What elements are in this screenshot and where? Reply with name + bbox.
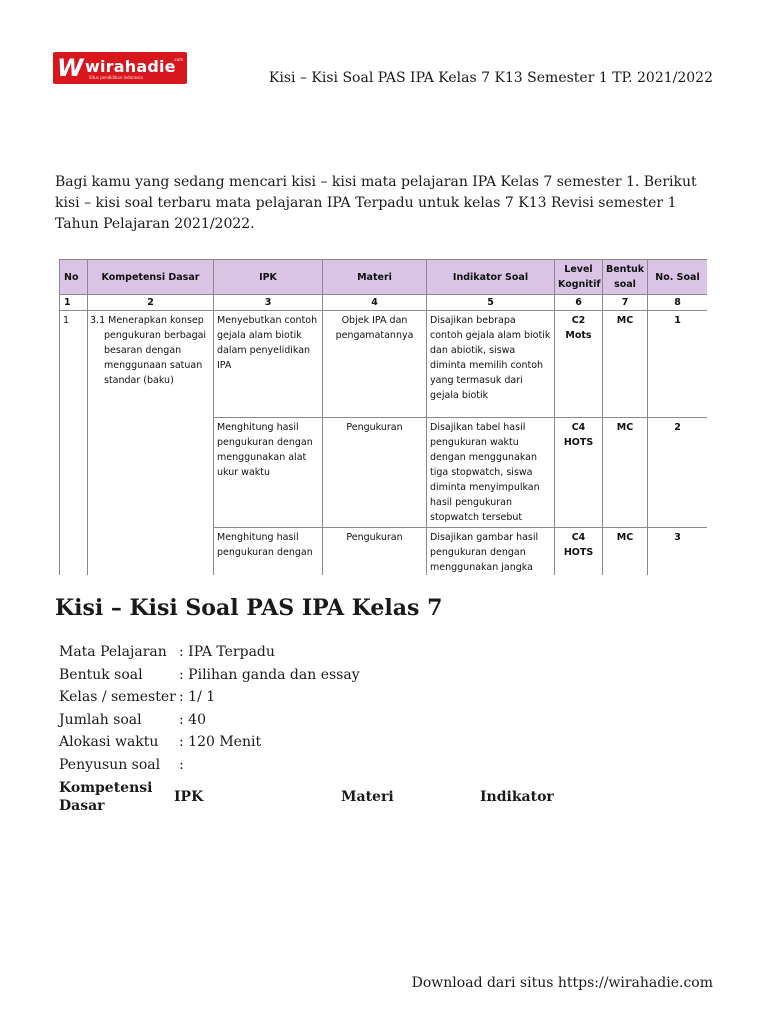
col-number: 4 xyxy=(323,295,427,311)
info-list xyxy=(59,641,360,777)
info-value: : 1/ 1 xyxy=(179,689,216,706)
info-value: : IPA Terpadu xyxy=(179,644,275,660)
col-number: 1 xyxy=(60,295,88,311)
cell-bentuk: MC xyxy=(603,528,648,576)
info-row xyxy=(59,754,360,777)
cell-nosoal: 2 xyxy=(648,418,708,528)
col-head-kompetensi-dasar: Kompetensi Dasar xyxy=(59,780,153,814)
col-number: 8 xyxy=(648,295,708,311)
header-title: Kisi – Kisi Soal PAS IPA Kelas 7 K13 Semester 1 TP. 2021/2022 xyxy=(268,70,713,86)
info-row xyxy=(59,709,360,732)
cell-materi: Objek IPA dan pengamatannya xyxy=(323,311,427,418)
col-number: 6 xyxy=(555,295,603,311)
table-header-row xyxy=(60,260,708,295)
col-number: 3 xyxy=(214,295,323,311)
cell-level: C4 HOTS xyxy=(555,418,603,528)
logo-w-mark: W xyxy=(57,54,84,82)
info-label: Penyusun soal xyxy=(59,756,161,773)
cell-indikator: Disajikan bebrapa contoh gejala alam biotik dan abiotik, siswa diminta memilih contoh yang termasuk dari gejala biotik xyxy=(427,311,555,418)
th-no: No xyxy=(60,260,88,295)
th-bentuk-soal: Bentuk soal xyxy=(603,260,648,295)
info-value: : 40 xyxy=(179,711,206,728)
cell-nosoal: 1 xyxy=(648,311,708,418)
col-number: 7 xyxy=(603,295,648,311)
col-head-materi: Materi xyxy=(341,789,394,805)
cell-kompetensi-dasar: 3.1 Menerapkan konsep pengukuran berbagai besaran dengan menggunaan satuan standar (baku) xyxy=(88,311,214,576)
info-label: Kelas / semester xyxy=(59,689,176,706)
cell-ipk: Menghitung hasil pengukuran dengan xyxy=(214,528,323,576)
info-label: Mata Pelajaran xyxy=(59,644,167,660)
kisi-table xyxy=(59,259,707,575)
th-kompetensi-dasar: Kompetensi Dasar xyxy=(88,260,214,295)
info-row xyxy=(59,686,360,709)
info-label: Bentuk soal xyxy=(59,666,143,683)
cell-materi: Pengukuran xyxy=(323,418,427,528)
intro-paragraph: Bagi kamu yang sedang mencari kisi – kisi mata pelajaran IPA Kelas 7 semester 1. Berikut kisi – kisi soal terbaru mata pelajaran IPA Terpadu untuk kelas 7 K13 Revisi semester 1 Tahun Pelajaran 2021/2022. xyxy=(55,174,697,232)
th-ipk: IPK xyxy=(214,260,323,295)
logo-domain: .com xyxy=(173,57,183,62)
th-materi: Materi xyxy=(323,260,427,295)
col-number: 5 xyxy=(427,295,555,311)
info-value: : 120 Menit xyxy=(179,734,262,751)
cell-bentuk: MC xyxy=(603,311,648,418)
cell-level: C2 Mots xyxy=(555,311,603,418)
cell-bentuk: MC xyxy=(603,418,648,528)
info-label: Jumlah soal xyxy=(59,711,142,728)
cell-indikator: Disajikan tabel hasil pengukuran waktu dengan menggunakan tiga stopwatch, siswa diminta menyimpulkan hasil pengukuran stopwatch tersebut xyxy=(427,418,555,528)
cell-ipk: Menghitung hasil pengukuran dengan menggunakan alat ukur waktu xyxy=(214,418,323,528)
cell-indikator: Disajikan gambar hasil pengukuran dengan menggunakan jangka xyxy=(427,528,555,576)
table-number-row xyxy=(60,295,708,311)
wirahadie-logo[interactable] xyxy=(53,52,187,84)
section-title: Kisi – Kisi Soal PAS IPA Kelas 7 xyxy=(55,595,443,621)
th-level-kognitif: Level Kognitif xyxy=(555,260,603,295)
table-row xyxy=(60,311,708,418)
footer-download-text: Download dari situs https://wirahadie.com xyxy=(411,975,713,991)
th-indikator-soal: Indikator Soal xyxy=(427,260,555,295)
info-label: Alokasi waktu xyxy=(59,734,159,751)
logo-text: wirahadie xyxy=(85,57,176,76)
cell-ipk: Menyebutkan contoh gejala alam biotik dalam penyelidikan IPA xyxy=(214,311,323,418)
info-row xyxy=(59,641,360,664)
cell-no: 1 xyxy=(60,311,88,576)
info-value: : Pilihan ganda dan essay xyxy=(179,666,360,683)
logo-tagline: Situs pendidikan Indonesia xyxy=(89,75,143,80)
info-value: : xyxy=(179,756,184,773)
col-head-ipk: IPK xyxy=(174,789,204,805)
col-number: 2 xyxy=(88,295,214,311)
cell-nosoal: 3 xyxy=(648,528,708,576)
info-row xyxy=(59,664,360,687)
info-row xyxy=(59,731,360,754)
col-head-indikator: Indikator xyxy=(480,789,554,805)
cell-materi: Pengukuran xyxy=(323,528,427,576)
cell-level: C4 HOTS xyxy=(555,528,603,576)
kisi-table-image xyxy=(59,259,707,575)
th-no-soal: No. Soal xyxy=(648,260,708,295)
